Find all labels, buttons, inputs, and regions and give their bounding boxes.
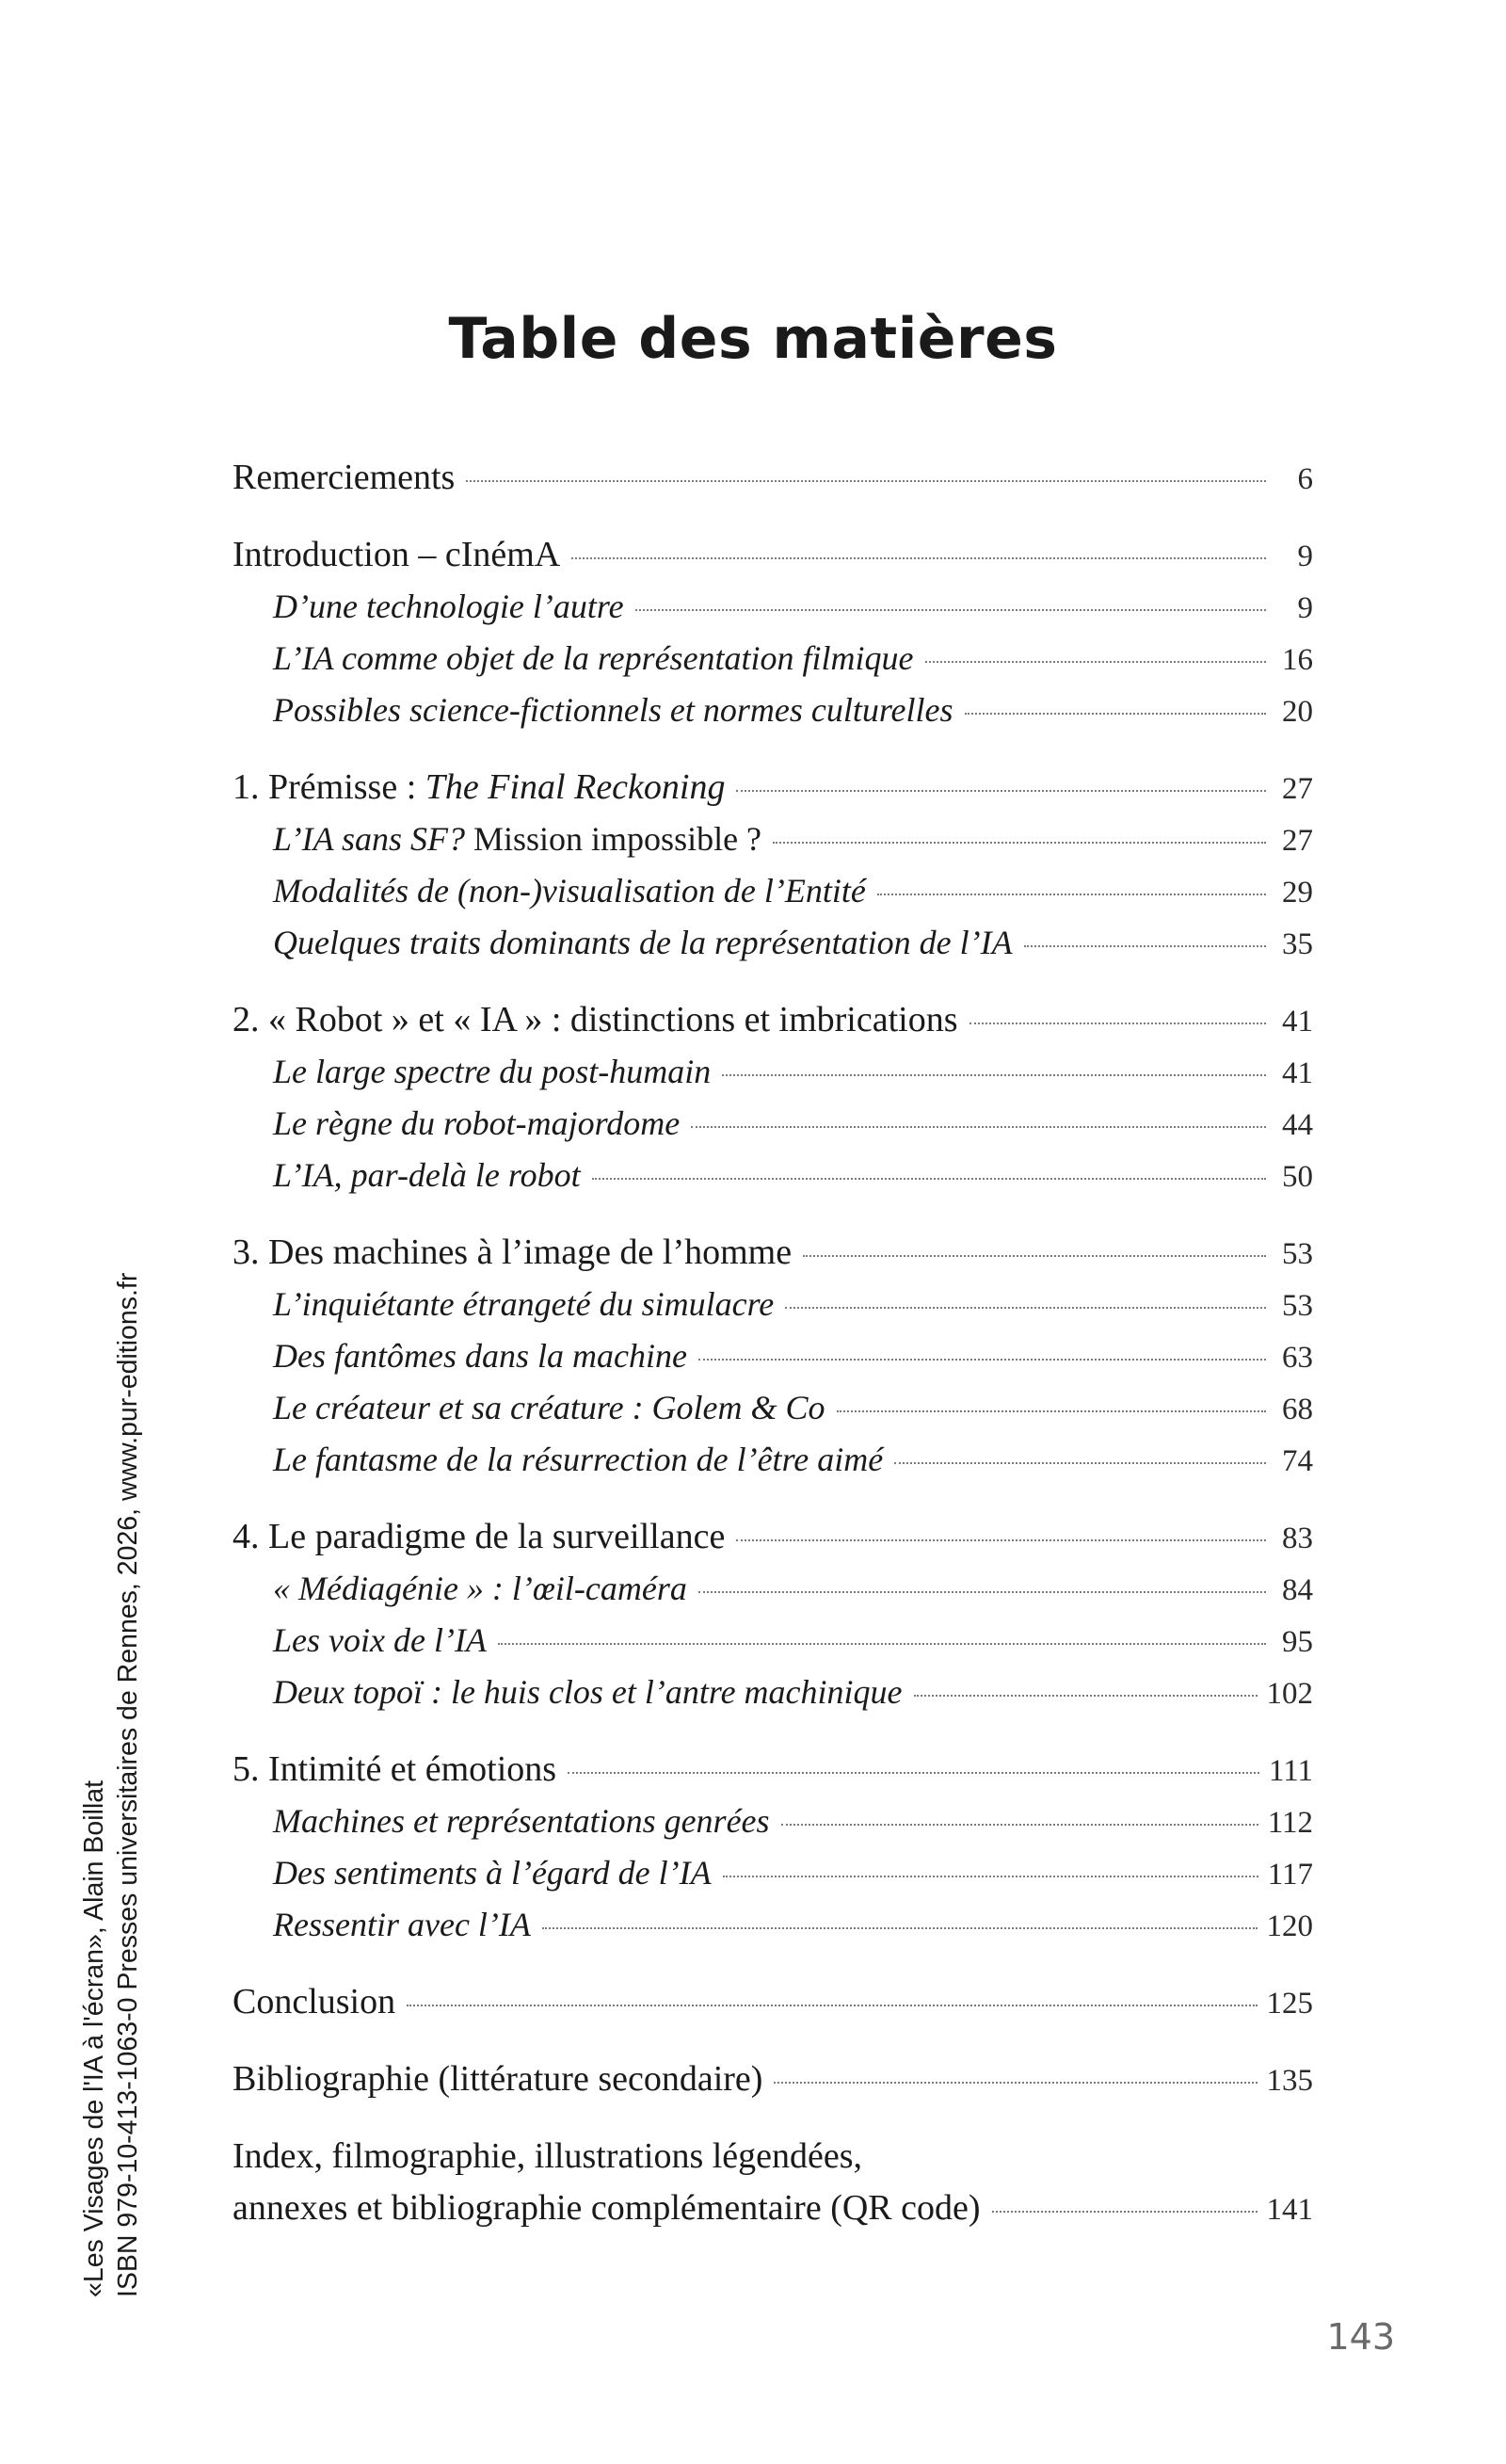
toc-section-chapter-3	[232, 1227, 1313, 1486]
dot-leader	[965, 713, 1267, 715]
toc-subentry	[232, 1796, 1313, 1847]
toc-entry-label	[232, 762, 725, 813]
toc-subentry	[232, 1330, 1313, 1382]
toc-section-chapter-1	[232, 762, 1313, 969]
toc-subentry-label: L’inquiétante étrangeté du simulacre	[273, 1285, 775, 1323]
toc-section-introduction	[232, 529, 1313, 736]
toc-page-number: 41	[1282, 1005, 1313, 1039]
toc-subentry-label: Modalités de (non-)visualisation de l’Entité	[273, 872, 866, 910]
toc-subentry	[232, 1563, 1313, 1615]
toc-section-remerciements	[232, 452, 1313, 504]
dot-leader	[592, 1178, 1266, 1180]
toc-page-number: 27	[1282, 824, 1313, 858]
dot-leader	[635, 609, 1266, 611]
toc-page-number: 102	[1266, 1677, 1313, 1711]
dot-leader	[803, 1255, 1266, 1257]
toc-subentry-label: Le large spectre du post-humain	[273, 1053, 712, 1090]
toc-page-number: 135	[1266, 2064, 1313, 2098]
toc-entry-remerciements	[232, 452, 1313, 504]
toc-page-number: 16	[1282, 643, 1313, 677]
toc-section-chapter-4	[232, 1511, 1313, 1718]
toc-page-number: 41	[1282, 1056, 1313, 1090]
toc-entry-label: Conclusion	[232, 1982, 396, 2021]
dot-leader	[774, 2082, 1257, 2084]
dot-leader	[571, 557, 1266, 559]
toc-page-number: 35	[1282, 927, 1313, 961]
toc-subentry	[232, 865, 1313, 917]
dot-leader	[498, 1643, 1266, 1645]
toc-subentry-label: Possibles science-fictionnels et normes culturelles	[273, 691, 953, 729]
toc-entry-chapter-4	[232, 1511, 1313, 1563]
toc-subentry	[232, 1899, 1313, 1951]
toc-subentry-label: Ressentir avec l’IA	[273, 1906, 531, 1943]
toc-subentry-label: Le règne du robot-majordome	[273, 1104, 681, 1142]
dot-leader	[698, 1591, 1266, 1593]
dot-leader	[542, 1927, 1258, 1929]
toc-subentry-label: D’une technologie l’autre	[273, 588, 624, 625]
toc-page-number: 9	[1297, 540, 1313, 573]
side-credit-line-2: ISBN 979-10-413-1063-0 Presses universitaires de Rennes, 2026, www.pur-editions.fr	[113, 1272, 143, 2297]
subentry-italic-part: L’IA sans SF?	[273, 820, 466, 858]
toc-section-chapter-2	[232, 994, 1313, 1201]
dot-leader	[407, 2005, 1257, 2006]
chapter-1-film-title: The Final Reckoning	[425, 767, 726, 807]
toc-entry-label: 4. Le paradigme de la surveillance	[232, 1517, 726, 1556]
dot-leader	[1024, 945, 1266, 947]
toc-subentry	[232, 1667, 1313, 1718]
toc-page-number: 84	[1282, 1573, 1313, 1607]
toc-section-index	[232, 2131, 1313, 2234]
toc-entry-introduction	[232, 529, 1313, 581]
toc-page-number: 27	[1282, 772, 1313, 806]
dot-leader	[736, 790, 1266, 792]
toc-page-number: 20	[1282, 695, 1313, 729]
toc-entry-chapter-1	[232, 762, 1313, 813]
toc-section-conclusion	[232, 1976, 1313, 2028]
dot-leader	[837, 1410, 1266, 1412]
toc-entry-label: annexes et bibliographie complémentaire (QR code)	[232, 2188, 981, 2228]
dot-leader	[781, 1824, 1258, 1826]
toc-entry-bibliographie	[232, 2053, 1313, 2105]
toc-section-bibliographie	[232, 2053, 1313, 2105]
toc-page-number: 44	[1282, 1108, 1313, 1142]
table-of-contents	[232, 452, 1313, 2260]
toc-subentry	[232, 1615, 1313, 1667]
toc-subentry-label: Machines et représentations genrées	[273, 1802, 770, 1840]
toc-subentry	[232, 1046, 1313, 1098]
dot-leader	[568, 1772, 1259, 1774]
toc-subentry	[232, 684, 1313, 736]
toc-page-number: 53	[1282, 1237, 1313, 1271]
toc-page-number: 74	[1282, 1444, 1313, 1478]
toc-section-chapter-5	[232, 1744, 1313, 1951]
toc-entry-label: Introduction – cInémA	[232, 535, 561, 574]
toc-page-number: 111	[1268, 1754, 1313, 1788]
toc-entry-chapter-2	[232, 994, 1313, 1046]
toc-page-number: 29	[1282, 876, 1313, 910]
toc-page-number: 50	[1282, 1160, 1313, 1194]
side-credit-line-1: «Les Visages de l'IA à l'écran», Alain Boillat	[79, 1780, 109, 2297]
page-number: 143	[1326, 2316, 1395, 2358]
toc-subentry-label: L’IA, par-delà le robot	[273, 1156, 581, 1194]
toc-entry-label: Remerciements	[232, 458, 456, 497]
toc-subentry	[232, 1150, 1313, 1201]
dot-leader	[466, 480, 1266, 482]
toc-page-number: 117	[1267, 1858, 1313, 1892]
toc-entry-conclusion	[232, 1976, 1313, 2028]
dot-leader	[969, 1023, 1266, 1024]
dot-leader	[736, 1539, 1266, 1541]
toc-subentry	[232, 813, 1313, 865]
toc-subentry-label: Deux topoï : le huis clos et l’antre machinique	[273, 1673, 903, 1711]
toc-page-number: 120	[1266, 1909, 1313, 1943]
toc-subentry-label	[273, 813, 761, 865]
dot-leader	[914, 1695, 1258, 1697]
dot-leader	[877, 894, 1266, 895]
toc-entry-label: 5. Intimité et émotions	[232, 1749, 557, 1789]
page-title: Table des matières	[448, 306, 1058, 372]
toc-subentry-label: Le créateur et sa créature : Golem & Co	[273, 1389, 825, 1426]
toc-page-number: 53	[1282, 1289, 1313, 1323]
toc-subentry-label: L’IA comme objet de la représentation filmique	[273, 639, 914, 677]
dot-leader	[698, 1359, 1266, 1361]
dot-leader	[894, 1462, 1266, 1464]
toc-subentry	[232, 1382, 1313, 1434]
dot-leader	[925, 661, 1266, 663]
subentry-roman-part: Mission impossible ?	[465, 820, 762, 858]
toc-subentry	[232, 917, 1313, 969]
toc-subentry-label: « Médiagénie » : l’œil-caméra	[273, 1570, 687, 1607]
toc-subentry	[232, 1098, 1313, 1150]
toc-entry-chapter-5	[232, 1744, 1313, 1796]
toc-page-number: 83	[1282, 1522, 1313, 1555]
dot-leader	[785, 1307, 1266, 1309]
toc-page-number: 68	[1282, 1393, 1313, 1426]
dot-leader	[723, 1876, 1258, 1877]
toc-page-number: 125	[1266, 1987, 1313, 2021]
toc-entry-label: 3. Des machines à l’image de l’homme	[232, 1232, 793, 1272]
toc-subentry	[232, 1279, 1313, 1330]
toc-entry-label: Bibliographie (littérature secondaire)	[232, 2059, 763, 2099]
dot-leader	[992, 2211, 1258, 2213]
toc-page-number: 141	[1266, 2193, 1313, 2227]
dot-leader	[691, 1126, 1266, 1128]
toc-subentry-label: Des sentiments à l’égard de l’IA	[273, 1854, 712, 1892]
dot-leader	[773, 842, 1266, 844]
toc-subentry	[232, 633, 1313, 684]
toc-subentry-label: Quelques traits dominants de la représentation de l’IA	[273, 924, 1013, 961]
toc-subentry-label: Les voix de l’IA	[273, 1621, 487, 1659]
chapter-1-prefix: 1. Prémisse :	[232, 767, 425, 807]
toc-subentry	[232, 1847, 1313, 1899]
toc-page-number: 63	[1282, 1341, 1313, 1375]
toc-subentry	[232, 1434, 1313, 1486]
toc-page-number: 9	[1297, 591, 1313, 625]
toc-subentry	[232, 581, 1313, 633]
toc-entry-index	[232, 2182, 1313, 2234]
side-credit	[77, 1073, 145, 2297]
toc-page-number: 6	[1297, 462, 1313, 496]
toc-subentry-label: Des fantômes dans la machine	[273, 1337, 687, 1375]
toc-entry-chapter-3	[232, 1227, 1313, 1279]
toc-entry-index-line1: Index, filmographie, illustrations légendées,	[232, 2136, 863, 2176]
dot-leader	[722, 1074, 1266, 1076]
toc-page-number: 95	[1282, 1625, 1313, 1659]
toc-subentry-label: Le fantasme de la résurrection de l’être aimé	[273, 1441, 884, 1478]
toc-page-number: 112	[1267, 1806, 1313, 1840]
toc-entry-label: 2. « Robot » et « IA » : distinctions et imbrications	[232, 1000, 958, 1039]
